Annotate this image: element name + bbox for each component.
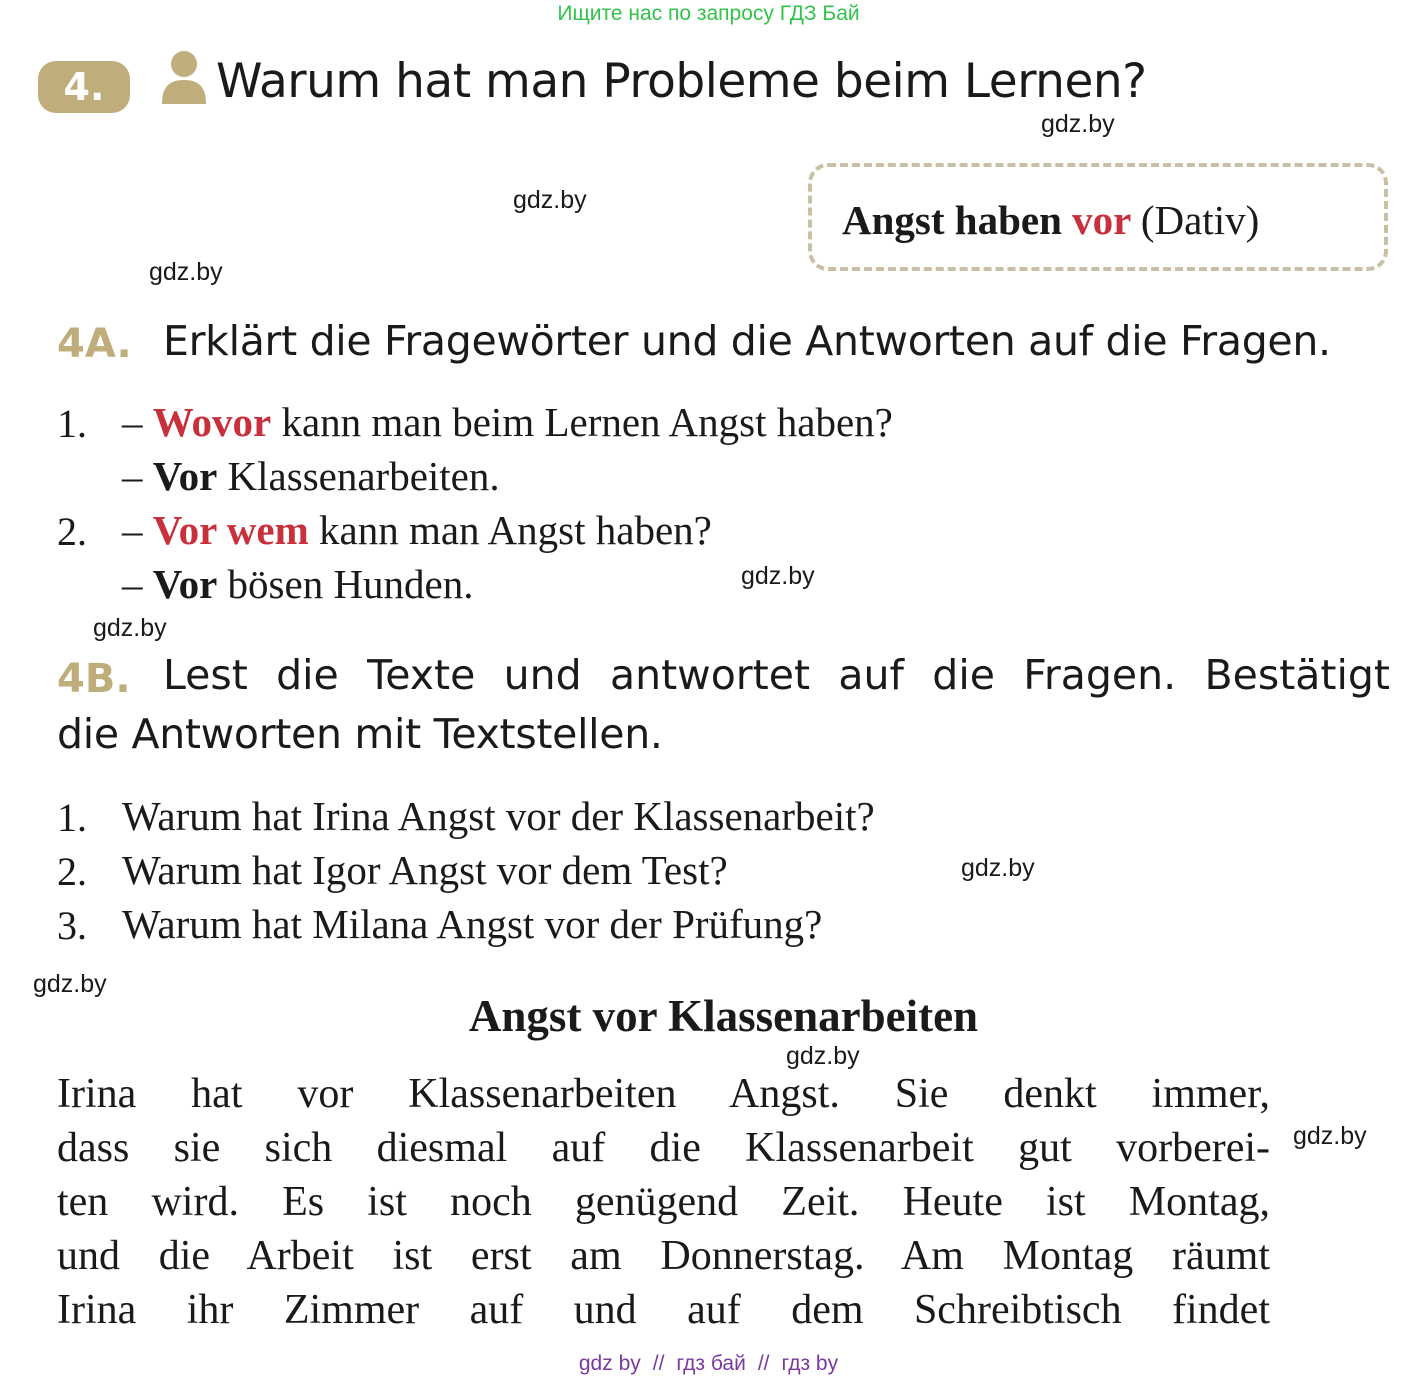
answer-preposition: Vor xyxy=(152,561,218,607)
watermark: gdz.by xyxy=(33,970,107,998)
text-line: und die Arbeit ist erst am Donnerstag. Am Montag räumt xyxy=(57,1233,1270,1279)
dash: – xyxy=(122,561,143,607)
question-number: 2. xyxy=(57,849,87,894)
watermark: gdz.by xyxy=(786,1042,860,1070)
watermark: gdz.by xyxy=(961,854,1035,882)
link-separator: // xyxy=(757,1352,770,1375)
grammar-phrase: Angst haben xyxy=(842,197,1062,243)
watermark: gdz.by xyxy=(93,614,167,642)
bottom-links xyxy=(0,1352,1417,1376)
section-4b-label: 4B. xyxy=(57,656,131,702)
link-separator: // xyxy=(652,1352,665,1375)
watermark: gdz.by xyxy=(1041,110,1115,138)
section-4a-instruction: Erklärt die Fragewörter und die Antworten auf die Fragen. xyxy=(163,317,1331,365)
top-banner: Ищите нас по запросу ГДЗ Бай xyxy=(557,2,860,25)
section-4b-instruction-line2: die Antworten mit Textstellen. xyxy=(57,710,663,758)
question-word: Wovor xyxy=(152,399,272,445)
watermark: gdz.by xyxy=(741,562,815,590)
text-title: Angst vor Klassenarbeiten xyxy=(468,991,979,1041)
answer-preposition: Vor xyxy=(152,453,218,499)
person-icon xyxy=(160,50,208,104)
question-text: Warum hat Igor Angst vor dem Test? xyxy=(122,847,728,893)
list-item-number: 1. xyxy=(57,401,87,446)
grammar-hint-text xyxy=(842,196,1259,244)
text-line: Irina hat vor Klassenarbeiten Angst. Sie denkt immer, xyxy=(57,1071,1270,1117)
dash: – xyxy=(122,399,143,445)
answer-line xyxy=(122,560,474,608)
watermark: gdz.by xyxy=(149,258,223,286)
text-line: Irina ihr Zimmer auf und auf dem Schreibtisch findet xyxy=(57,1287,1270,1333)
dash: – xyxy=(122,507,143,553)
question-number: 3. xyxy=(57,903,87,948)
section-4b-instruction-line1: Lest die Texte und antwortet auf die Fragen. Bestätigt xyxy=(163,651,1390,699)
exercise-number-badge: 4. xyxy=(38,61,130,113)
text-line: dass sie sich diesmal auf die Klassenarbeit gut vorberei- xyxy=(57,1125,1270,1171)
question-number: 1. xyxy=(57,795,87,840)
list-item-number: 2. xyxy=(57,509,87,554)
text-line: ten wird. Es ist noch genügend Zeit. Heute ist Montag, xyxy=(57,1179,1270,1225)
answer-line xyxy=(122,452,500,500)
link-gdz-bai[interactable]: гдз бай xyxy=(676,1352,746,1375)
watermark: gdz.by xyxy=(513,186,587,214)
link-gdz-by[interactable]: gdz by xyxy=(578,1352,641,1375)
grammar-preposition: vor xyxy=(1072,197,1131,243)
grammar-case: (Dativ) xyxy=(1140,197,1260,243)
answer-rest: Klassenarbeiten. xyxy=(217,453,500,499)
question-text: Warum hat Milana Angst vor der Prüfung? xyxy=(122,901,823,947)
question-line xyxy=(122,506,712,554)
question-word: Vor wem xyxy=(152,507,309,553)
answer-rest: bösen Hunden. xyxy=(217,561,474,607)
link-gdz-by-cyr[interactable]: гдз by xyxy=(781,1352,839,1375)
dash: – xyxy=(122,453,143,499)
section-4a-label: 4A. xyxy=(57,321,132,367)
question-text: Warum hat Irina Angst vor der Klassenarbeit? xyxy=(122,793,875,839)
question-rest: kann man beim Lernen Angst haben? xyxy=(271,399,893,445)
question-line xyxy=(122,398,893,446)
question-rest: kann man Angst haben? xyxy=(308,507,712,553)
watermark: gdz.by xyxy=(1293,1122,1367,1150)
exercise-title: Warum hat man Probleme beim Lernen? xyxy=(216,54,1147,109)
